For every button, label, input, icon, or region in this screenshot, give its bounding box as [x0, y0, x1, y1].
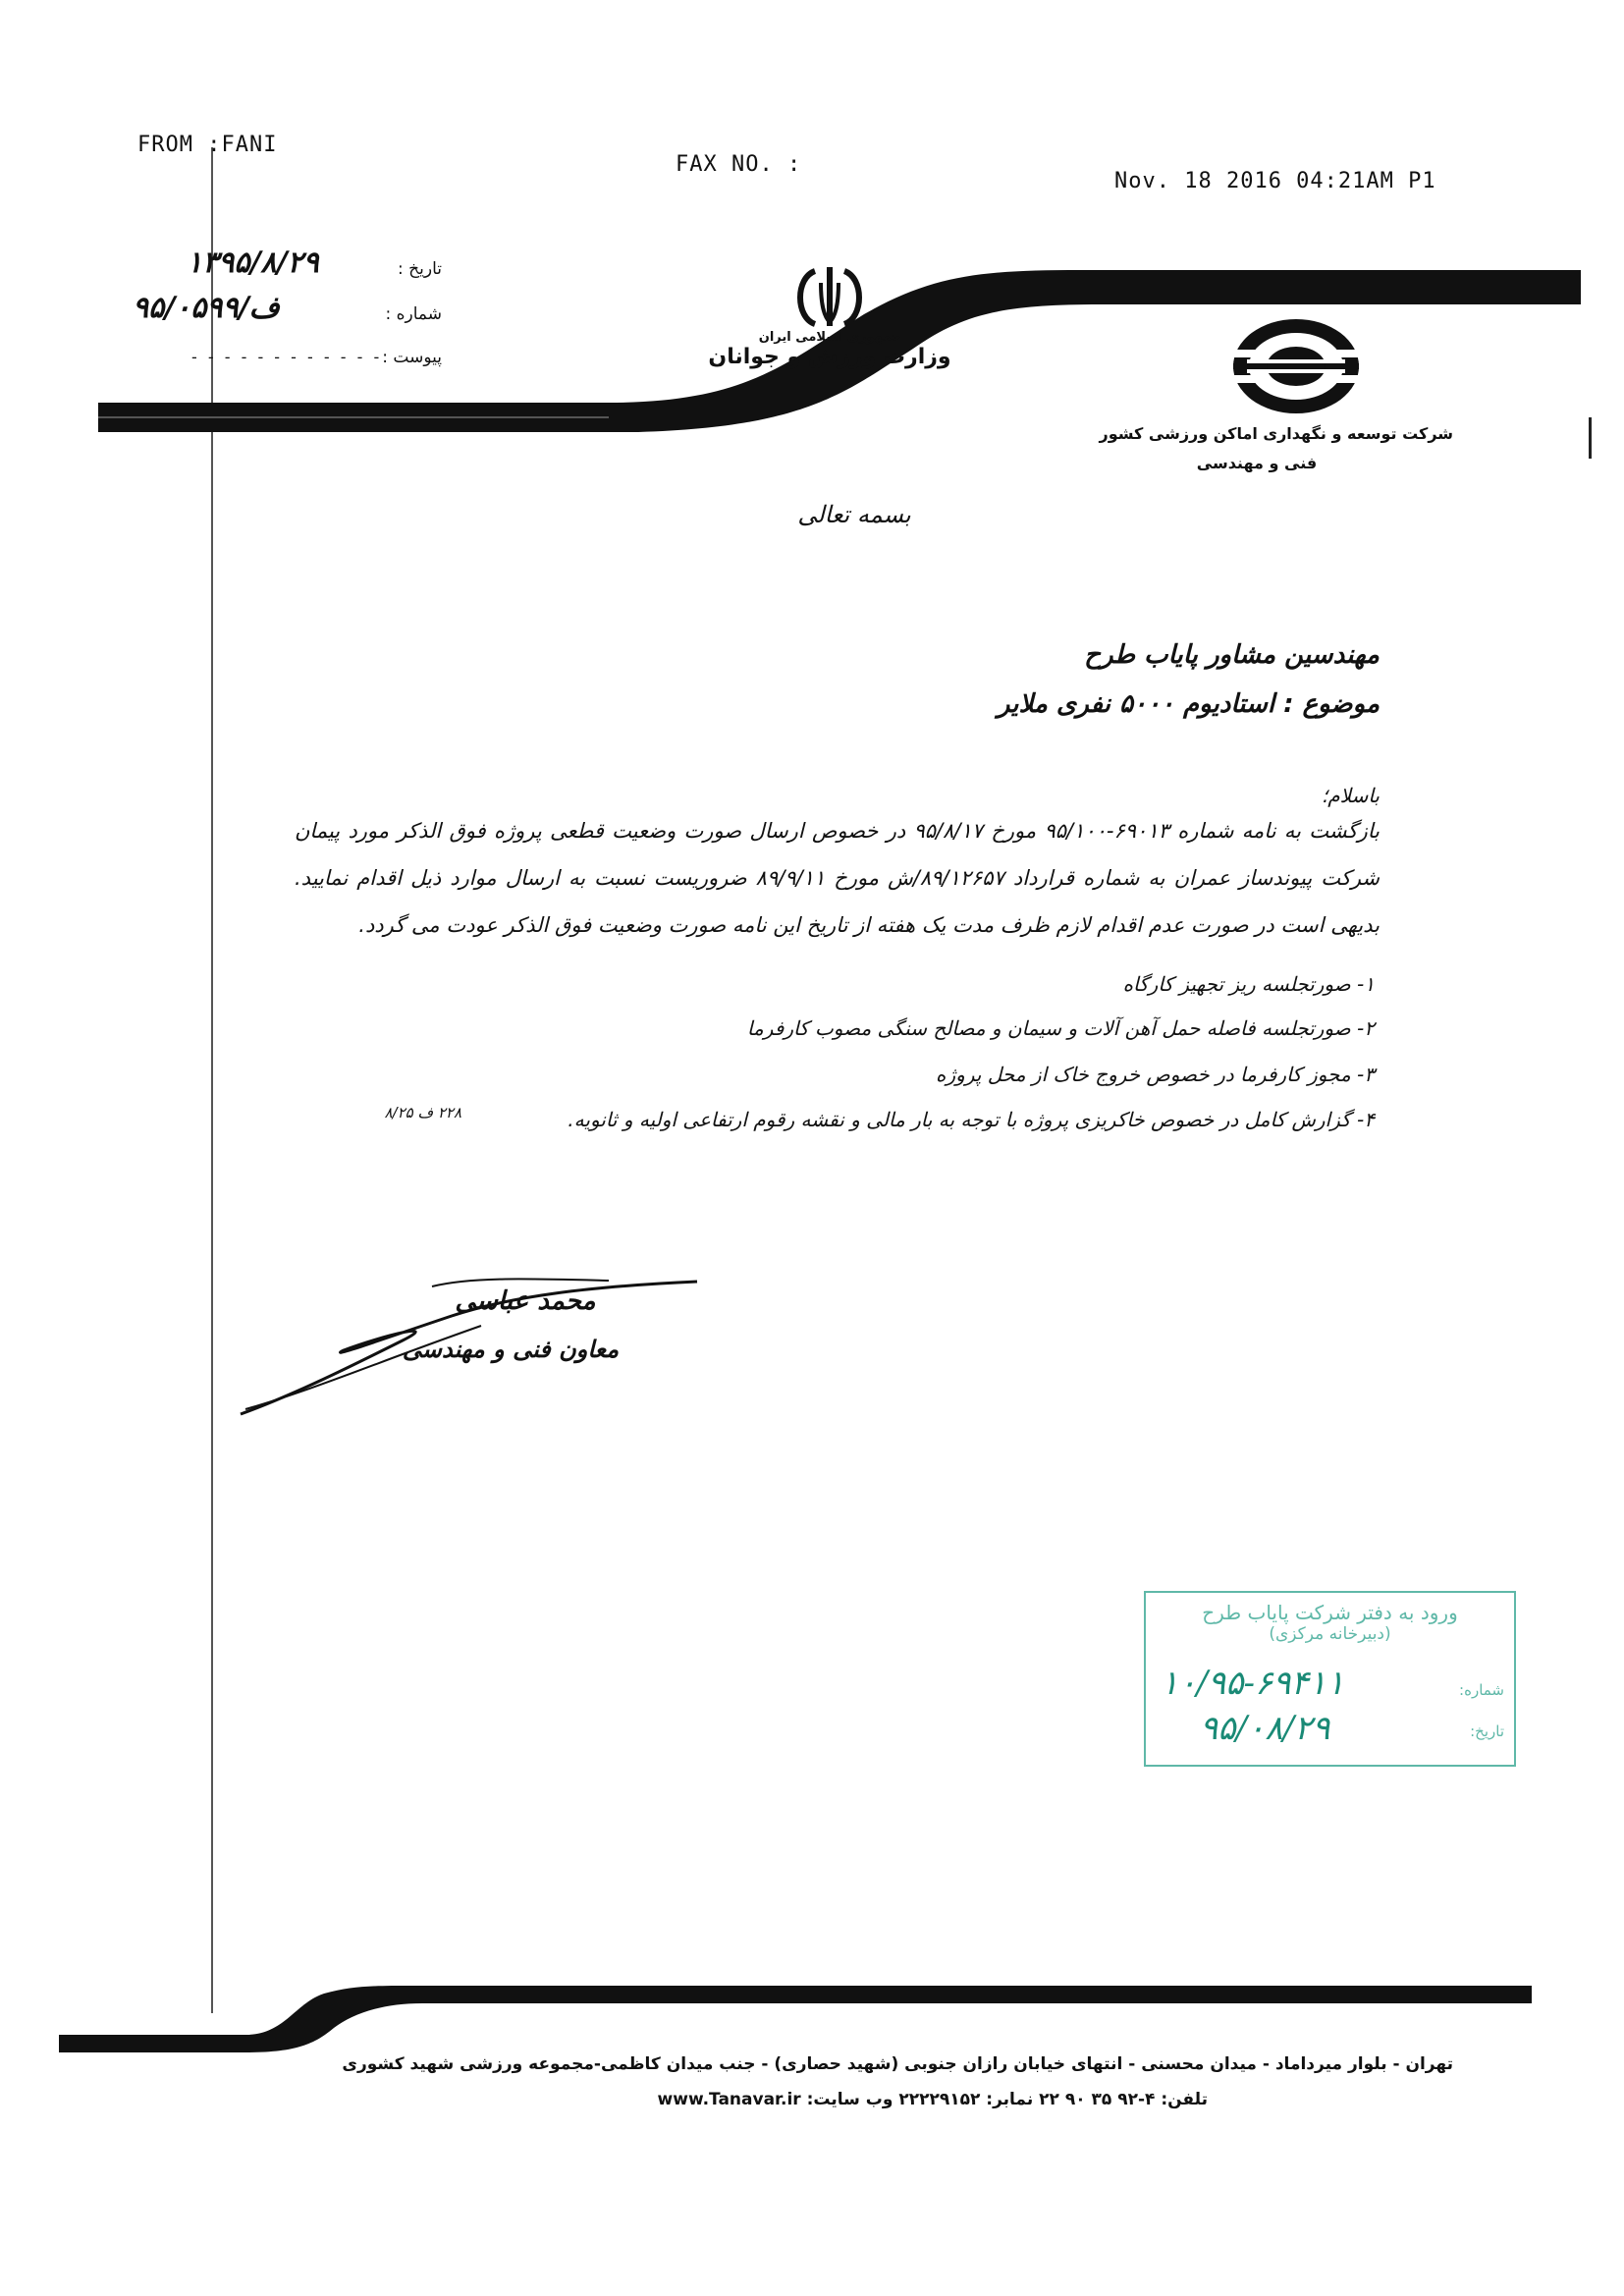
- stamp-title: ورود به دفتر شرکت پایاب طرح: [1202, 1601, 1458, 1624]
- body-paragraph: بازگشت به نامه شماره ۶۹۰۱۳-۹۵/۱۰۰ مورخ ۹۵/۸/۱۷ در خصوص ارسال صورت وضعیت قطعی پروژه فوق الذکر مورد پیمان شرکت پیوندساز عمران به شماره قرارداد ۸۹/۱۲۶۵۷/ش مورخ ۸۹/۹/۱۱ ضروریست نسبت به ارسال موارد ذیل اقدام نمایید. بدیهی است در صورت عدم اقدام لازم ظرف مدت یک هفته از تاریخ این نامه صورت وضعیت فوق الذکر عودت می گردد.: [295, 819, 1380, 937]
- date-label: تاریخ :: [398, 259, 442, 279]
- date-field: [177, 246, 442, 293]
- footer-contact: تلفن: ۴-۹۲ ۳۵ ۹۰ ۲۲ نمابر: ۲۲۲۲۹۱۵۲ وب سایت: www.Tanavar.ir: [657, 2090, 1208, 2109]
- greeting: باسلام؛: [1321, 784, 1380, 807]
- ministry-title: [707, 330, 952, 369]
- number-label: شماره :: [385, 304, 442, 324]
- ministry-line2: وزارت ورزش و جوانان: [708, 345, 951, 369]
- fax-timestamp: Nov. 18 2016 04:21AM P1: [1114, 169, 1436, 193]
- company-logo-icon: [1227, 312, 1365, 420]
- attachment-label: پیوست :: [382, 348, 442, 367]
- list-item: ۱- صورتجلسه ریز تجهیز کارگاه: [1122, 972, 1375, 996]
- stamp-number-value: ۱۰/۹۵-۶۹۴۱۱: [1161, 1664, 1345, 1703]
- list-item: ۳- مجوز کارفرما در خصوص خروج خاک از محل پروژه: [936, 1063, 1375, 1086]
- bismillah: بسمه تعالی: [797, 501, 911, 528]
- subject: موضوع : استادیوم ۵۰۰۰ نفری ملایر: [997, 689, 1380, 719]
- stamp-subtitle: (دبیرخانه مرکزی): [1269, 1624, 1391, 1644]
- company-name: شرکت توسعه و نگهداری اماکن ورزشی کشور: [1099, 424, 1453, 443]
- number-value: ۹۵/۰۵۹۹/ف: [133, 291, 280, 325]
- stamp-date-value: ۹۵/۰۸/۲۹: [1200, 1709, 1330, 1748]
- date-value: ۱۳۹۵/۸/۲۹: [187, 246, 319, 280]
- fax-number: FAX NO. :: [676, 152, 802, 177]
- footer-address: تهران - بلوار میرداماد - میدان محسنی - انتهای خیابان رازان جنوبی (شهید حصاری) - جنب میدان کاظمی-مجموعه ورزشی شهید کشوری: [342, 2054, 1453, 2074]
- stamp-date-label: تاریخ:: [1470, 1722, 1504, 1740]
- fax-from: FROM :FANI: [137, 133, 278, 157]
- iran-emblem-icon: [785, 263, 874, 332]
- ministry-line1: جمهوری اسلامی ایران: [758, 330, 901, 345]
- number-field: [133, 291, 442, 336]
- addressee: مهندسین مشاور پایاب طرح: [1084, 640, 1380, 670]
- stamp-number-label: شماره:: [1459, 1681, 1504, 1699]
- list-item: ۴- گزارش کامل در خصوص خاکریزی پروژه با توجه به بار مالی و نقشه رقوم ارتفاعی اولیه و ثانویه.: [568, 1108, 1375, 1131]
- signer-title: معاون فنی و مهندسی: [402, 1336, 620, 1363]
- attachment-field: [191, 344, 442, 373]
- footer-band: [0, 1974, 1624, 2092]
- signer-name: محمد عباسی: [455, 1286, 596, 1316]
- company-department: فنی و مهندسی: [1196, 454, 1318, 472]
- attachment-value: - - - - - - - - - - - -: [191, 348, 383, 366]
- list-item: ۲- صورتجلسه فاصله حمل آهن آلات و سیمان و مصالح سنگی مصوب کارفرما: [746, 1016, 1375, 1040]
- handwritten-annotation: ۲۲۸ ف ۸/۲۵: [384, 1104, 461, 1121]
- receipt-stamp: [1144, 1591, 1516, 1767]
